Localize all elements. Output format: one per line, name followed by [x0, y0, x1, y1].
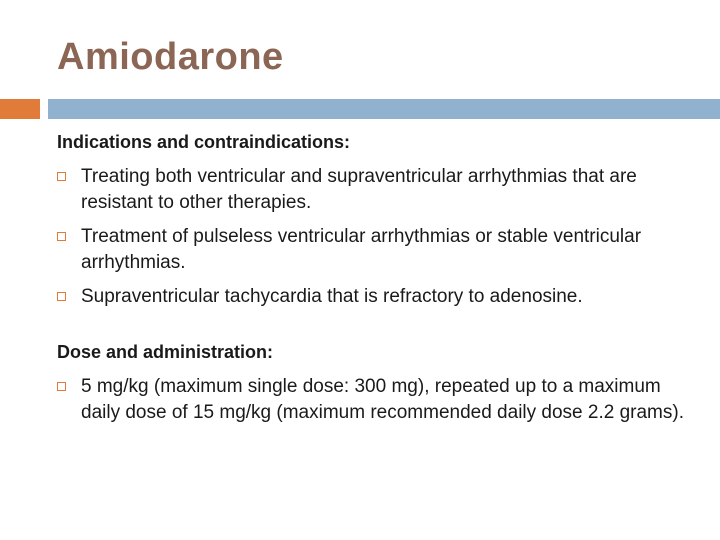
bullet-text: 5 mg/kg (maximum single dose: 300 mg), repeated up to a maximum daily dose of 15 mg/kg (maximum recommended daily dose 2.2 grams). [81, 376, 684, 423]
hollow-square-icon [57, 172, 66, 181]
section-indications [57, 130, 697, 310]
hollow-square-icon [57, 292, 66, 301]
bullet-list [57, 164, 697, 310]
section-heading: Indications and contraindications: [57, 132, 351, 152]
section-dose [57, 340, 697, 426]
hollow-square-icon [57, 232, 66, 241]
hollow-square-icon [57, 382, 66, 391]
bullet-item [57, 164, 697, 216]
slide-content [57, 130, 697, 434]
bullet-item [57, 374, 697, 426]
section-heading: Dose and administration: [57, 342, 274, 362]
accent-bar-orange [0, 99, 40, 119]
bullet-text: Treating both ventricular and supraventricular arrhythmias that are resistant to other therapies. [81, 166, 637, 213]
accent-bar-blue [48, 99, 720, 119]
section-spacer [57, 318, 697, 340]
bullet-item [57, 284, 697, 310]
bullet-list [57, 374, 697, 426]
bullet-text: Treatment of pulseless ventricular arrhythmias or stable ventricular arrhythmias. [81, 226, 642, 273]
slide-title: Amiodarone [57, 36, 284, 78]
bullet-text: Supraventricular tachycardia that is refractory to adenosine. [81, 286, 583, 307]
bullet-item [57, 224, 697, 276]
